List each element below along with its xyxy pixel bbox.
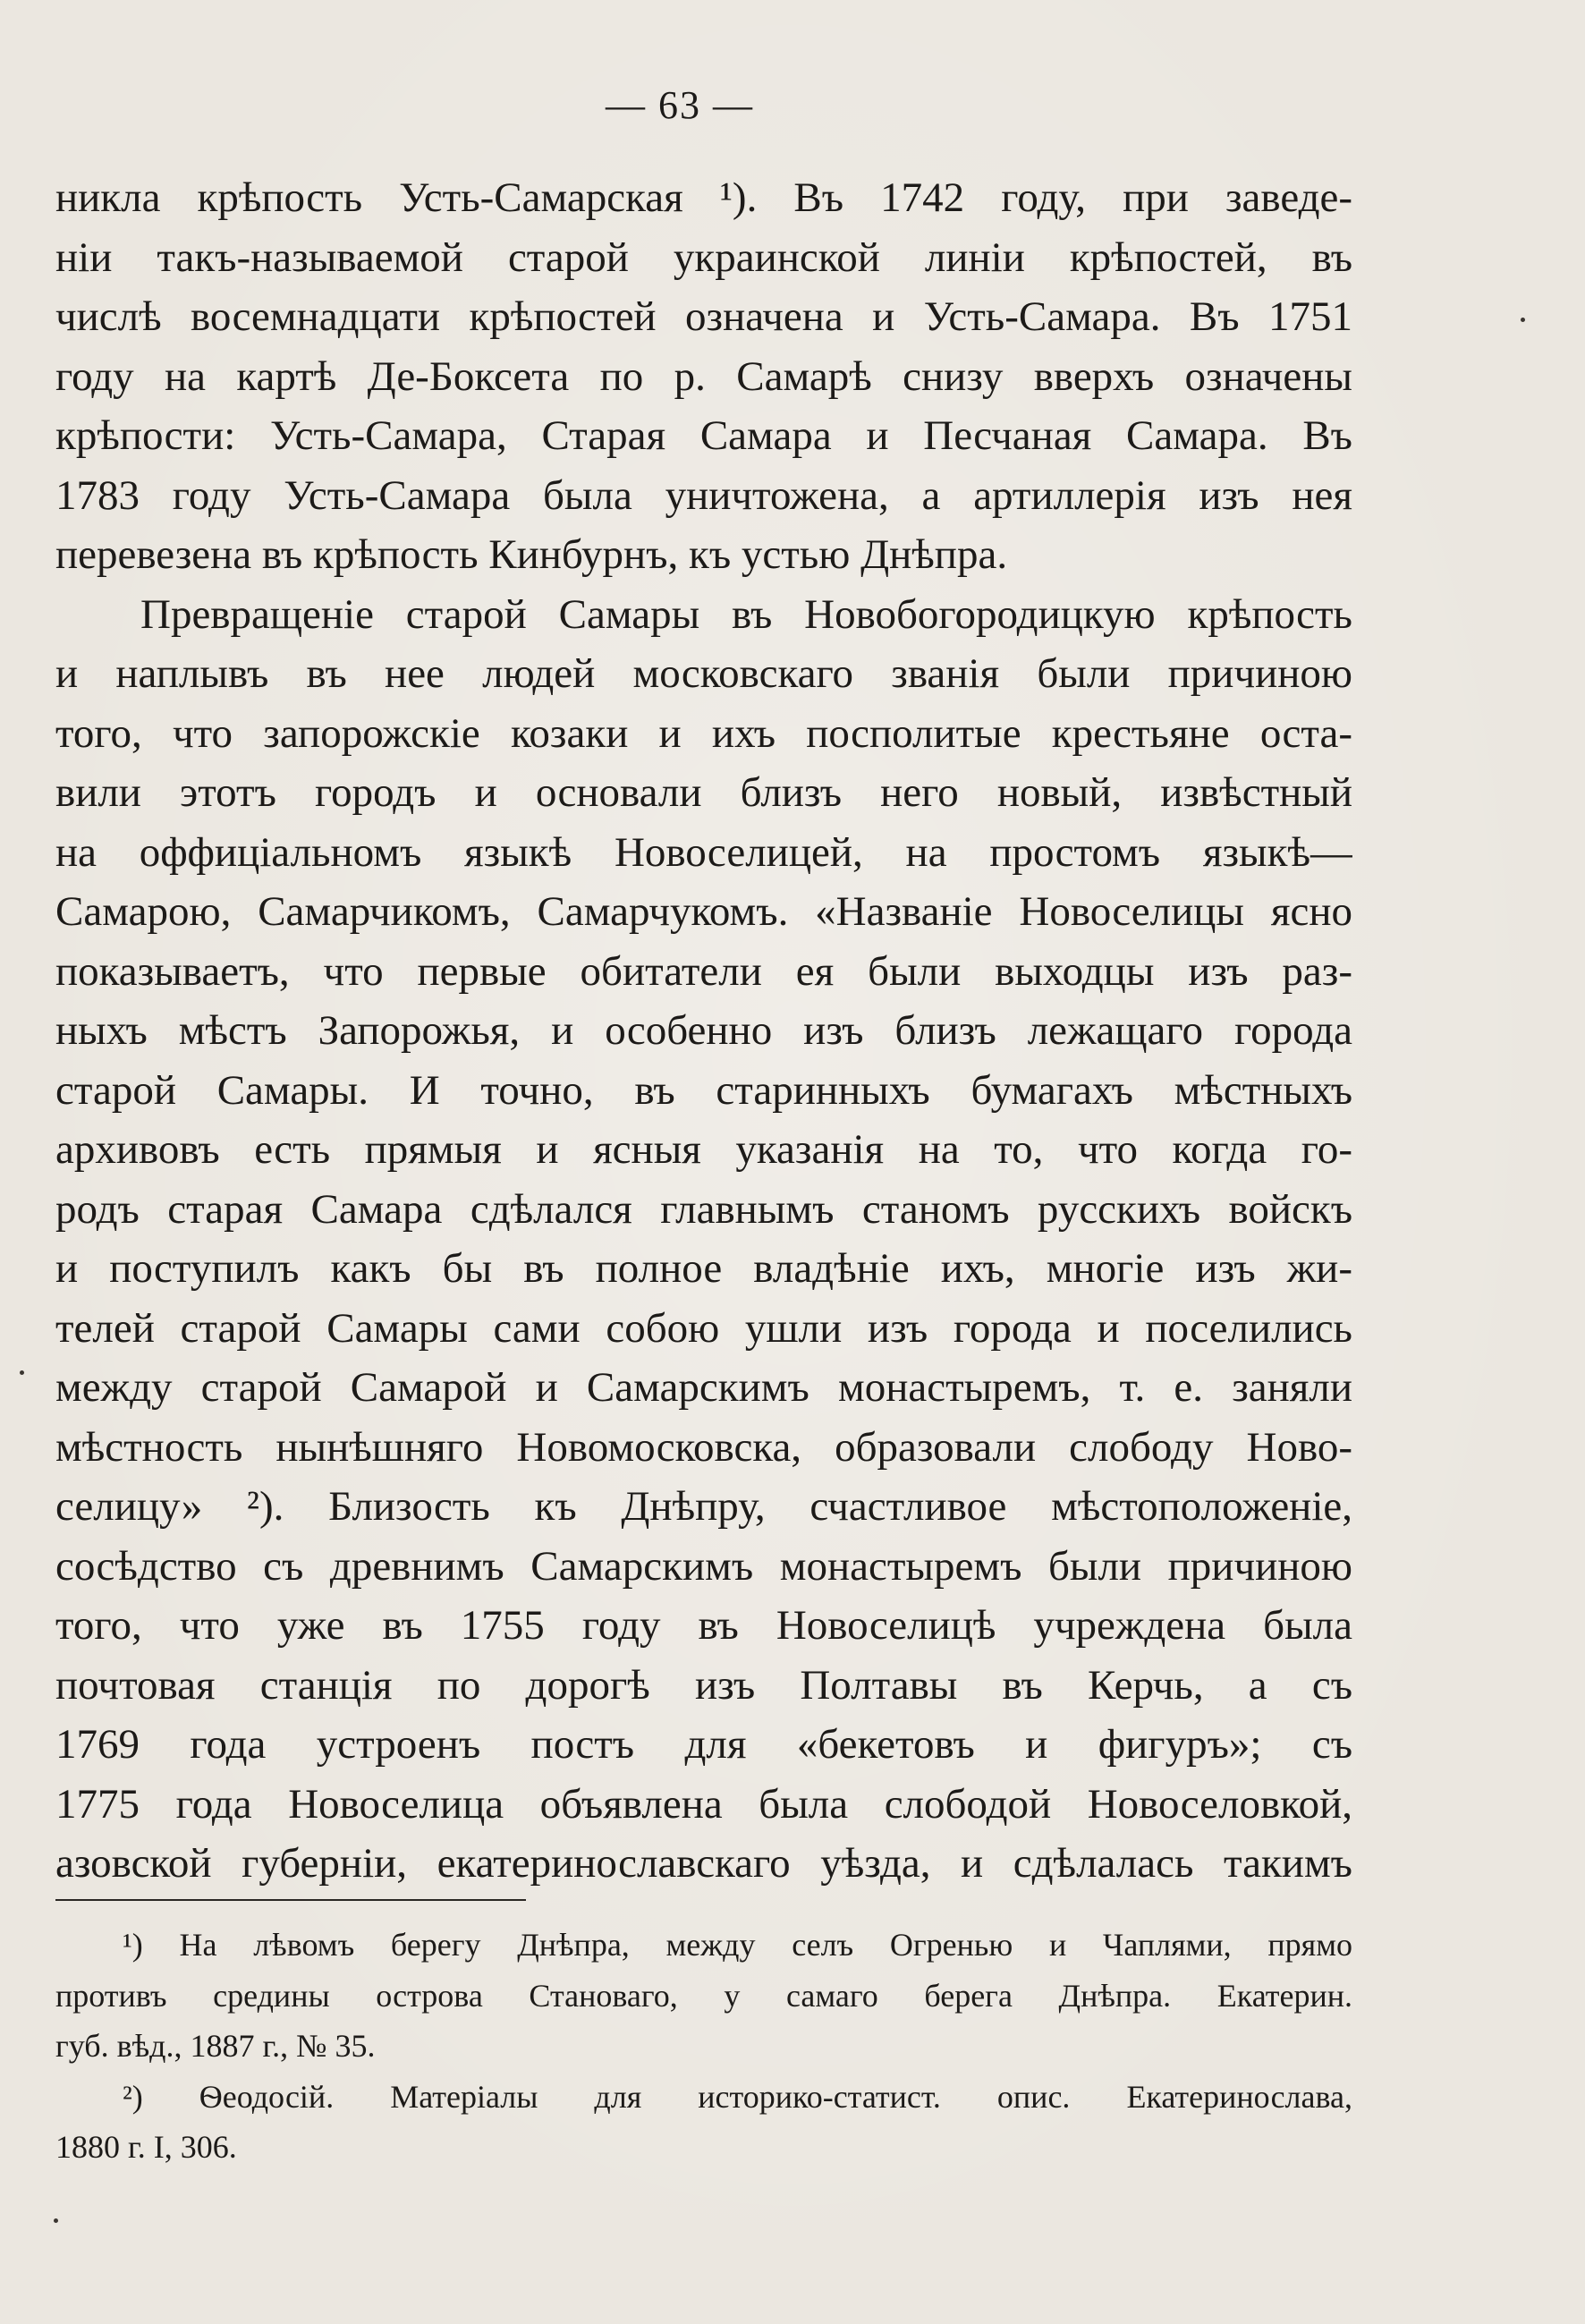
text-line: на оффицiальномъ языкѣ Новоселицей, на простомъ языкѣ—: [55, 828, 1352, 876]
paper-speck: [20, 1370, 24, 1375]
body-text: [55, 168, 1352, 1894]
text-line: того, что запорожскiе козаки и ихъ посполитые крестьяне оста-: [55, 709, 1352, 757]
text-line: никла крѣпость Усть-Самарская ¹). Въ 1742 году, при заведе-: [55, 174, 1352, 221]
text-line: Самарою, Самарчикомъ, Самарчукомъ. «Названiе Новоселицы ясно: [55, 888, 1352, 935]
text-line: 1769 года устроенъ постъ для «бекетовъ и фигуръ»; съ: [55, 1721, 1352, 1768]
page-number: — 63 —: [606, 83, 754, 127]
text-line: Превращенiе старой Самары въ Новобогородицкую крѣпость: [140, 590, 1352, 638]
text-line: между старой Самарой и Самарскимъ монастыремъ, т. е. заняли: [55, 1364, 1352, 1411]
text-line: показываетъ, что первые обитатели ея были выходцы изъ раз-: [55, 947, 1352, 995]
text-line: вили этотъ городъ и основали близъ него новый, извѣстный: [55, 769, 1352, 816]
footnote-line: ²) Ѳеодосiй. Матерiалы для историко-статист. опис. Екатеринослава,: [123, 2078, 1352, 2115]
text-line: почтовая станцiя по дорогѣ изъ Полтавы въ Керчь, а съ: [55, 1661, 1352, 1709]
text-line: сосѣдство съ древнимъ Самарскимъ монастыремъ были причиною: [55, 1542, 1352, 1590]
text-line: числѣ восемнадцати крѣпостей означена и Усть-Самара. Въ 1751: [55, 293, 1352, 340]
text-line: селицу» ²). Близость къ Днѣпру, счастливое мѣстоположенiе,: [55, 1483, 1352, 1530]
text-line: 1783 году Усть-Самара была уничтожена, а артиллерiя изъ нея: [55, 471, 1352, 519]
text-line: и поступилъ какъ бы въ полное владѣнiе ихъ, многiе изъ жи-: [55, 1245, 1352, 1292]
text-line: перевезена въ крѣпость Кинбурнъ, къ устью Днѣпра.: [55, 531, 1008, 578]
text-line: телей старой Самары сами собою ушли изъ города и поселились: [55, 1304, 1352, 1352]
footnote-line: ¹) На лѣвомъ берегу Днѣпра, между селъ Огренью и Чаплями, прямо: [123, 1927, 1352, 1963]
paper-speck: [54, 2218, 58, 2223]
text-line: ныхъ мѣстъ Запорожья, и особенно изъ близъ лежащаго города: [55, 1007, 1352, 1054]
footnote-divider: [55, 1899, 526, 1901]
text-line: того, что уже въ 1755 году въ Новоселицѣ учреждена была: [55, 1602, 1352, 1649]
text-line: родъ старая Самара сдѣлался главнымъ станомъ русскихъ войскъ: [55, 1185, 1352, 1233]
footnote-line: 1880 г. I, 306.: [55, 2129, 237, 2165]
text-line: нiи такъ-называемой старой украинской линiи крѣпостей, въ: [55, 233, 1352, 281]
text-line: азовской губернiи, екатеринославскаго уѣзда, и сдѣлалась такимъ: [55, 1840, 1352, 1887]
text-line: 1775 года Новоселица объявлена была слободой Новоселовкой,: [55, 1780, 1352, 1828]
footnote-line: губ. вѣд., 1887 г., № 35.: [55, 2028, 376, 2064]
text-line: крѣпости: Усть-Самара, Старая Самара и Песчаная Самара. Въ: [55, 412, 1352, 459]
text-line: и наплывъ въ нее людей московскаго званiя были причиною: [55, 650, 1352, 697]
paper-speck: [1521, 318, 1525, 322]
text-line: мѣстность нынѣшняго Новомосковска, образовали слободу Ново-: [55, 1423, 1352, 1471]
text-line: году на картѣ Де-Боксета по р. Самарѣ снизу вверхъ означены: [55, 352, 1352, 400]
text-line: старой Самары. И точно, въ старинныхъ бумагахъ мѣстныхъ: [55, 1066, 1352, 1114]
footnote-line: противъ средины острова Становаго, у самаго берега Днѣпра. Екатерин.: [55, 1977, 1352, 2014]
footnotes: [55, 1920, 1352, 2173]
text-line: архивовъ есть прямыя и ясныя указанiя на то, что когда го-: [55, 1126, 1352, 1173]
